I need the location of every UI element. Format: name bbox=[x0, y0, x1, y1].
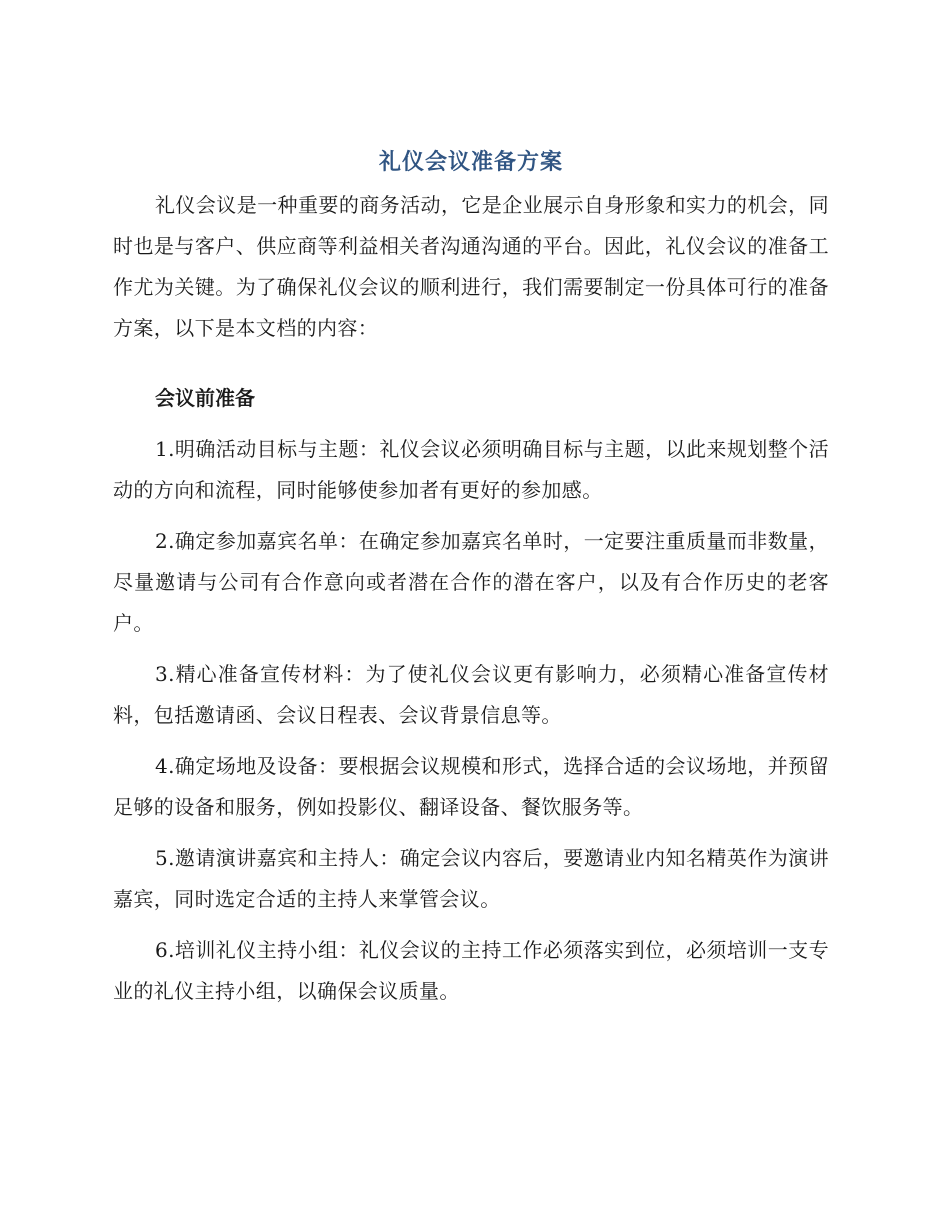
section-heading: 会议前准备 bbox=[155, 386, 255, 410]
list-item-1: 1.明确活动目标与主题：礼仪会议必须明确目标与主题，以此来规划整个活动的方向和流程，同时能够使参加者有更好的参加感。 bbox=[113, 437, 829, 502]
list-item-4: 4.确定场地及设备：要根据会议规模和形式，选择合适的会议场地，并预留足够的设备和服务，例如投影仪、翻译设备、餐饮服务等。 bbox=[113, 754, 829, 819]
list-item-3: 3.精心准备宣传材料：为了使礼仪会议更有影响力，必须精心准备宣传材料，包括邀请函、会议日程表、会议背景信息等。 bbox=[113, 662, 829, 727]
document-page bbox=[113, 145, 829, 1022]
list-item-6: 6.培训礼仪主持小组：礼仪会议的主持工作必须落实到位，必须培训一支专业的礼仪主持小组，以确保会议质量。 bbox=[113, 938, 829, 1003]
intro-paragraph: 礼仪会议是一种重要的商务活动，它是企业展示自身形象和实力的机会，同时也是与客户、供应商等利益相关者沟通沟通的平台。因此，礼仪会议的准备工作尤为关键。为了确保礼仪会议的顺利进行，我们需要制定一份具体可行的准备方案，以下是本文档的内容： bbox=[113, 193, 829, 340]
list-item-2: 2.确定参加嘉宾名单：在确定参加嘉宾名单时，一定要注重质量而非数量，尽量邀请与公司有合作意向或者潜在合作的潜在客户，以及有合作历史的老客户。 bbox=[113, 529, 829, 635]
list-item-5: 5.邀请演讲嘉宾和主持人：确定会议内容后，要邀请业内知名精英作为演讲嘉宾，同时选定合适的主持人来掌管会议。 bbox=[113, 846, 829, 911]
document-title: 礼仪会议准备方案 bbox=[378, 150, 563, 175]
